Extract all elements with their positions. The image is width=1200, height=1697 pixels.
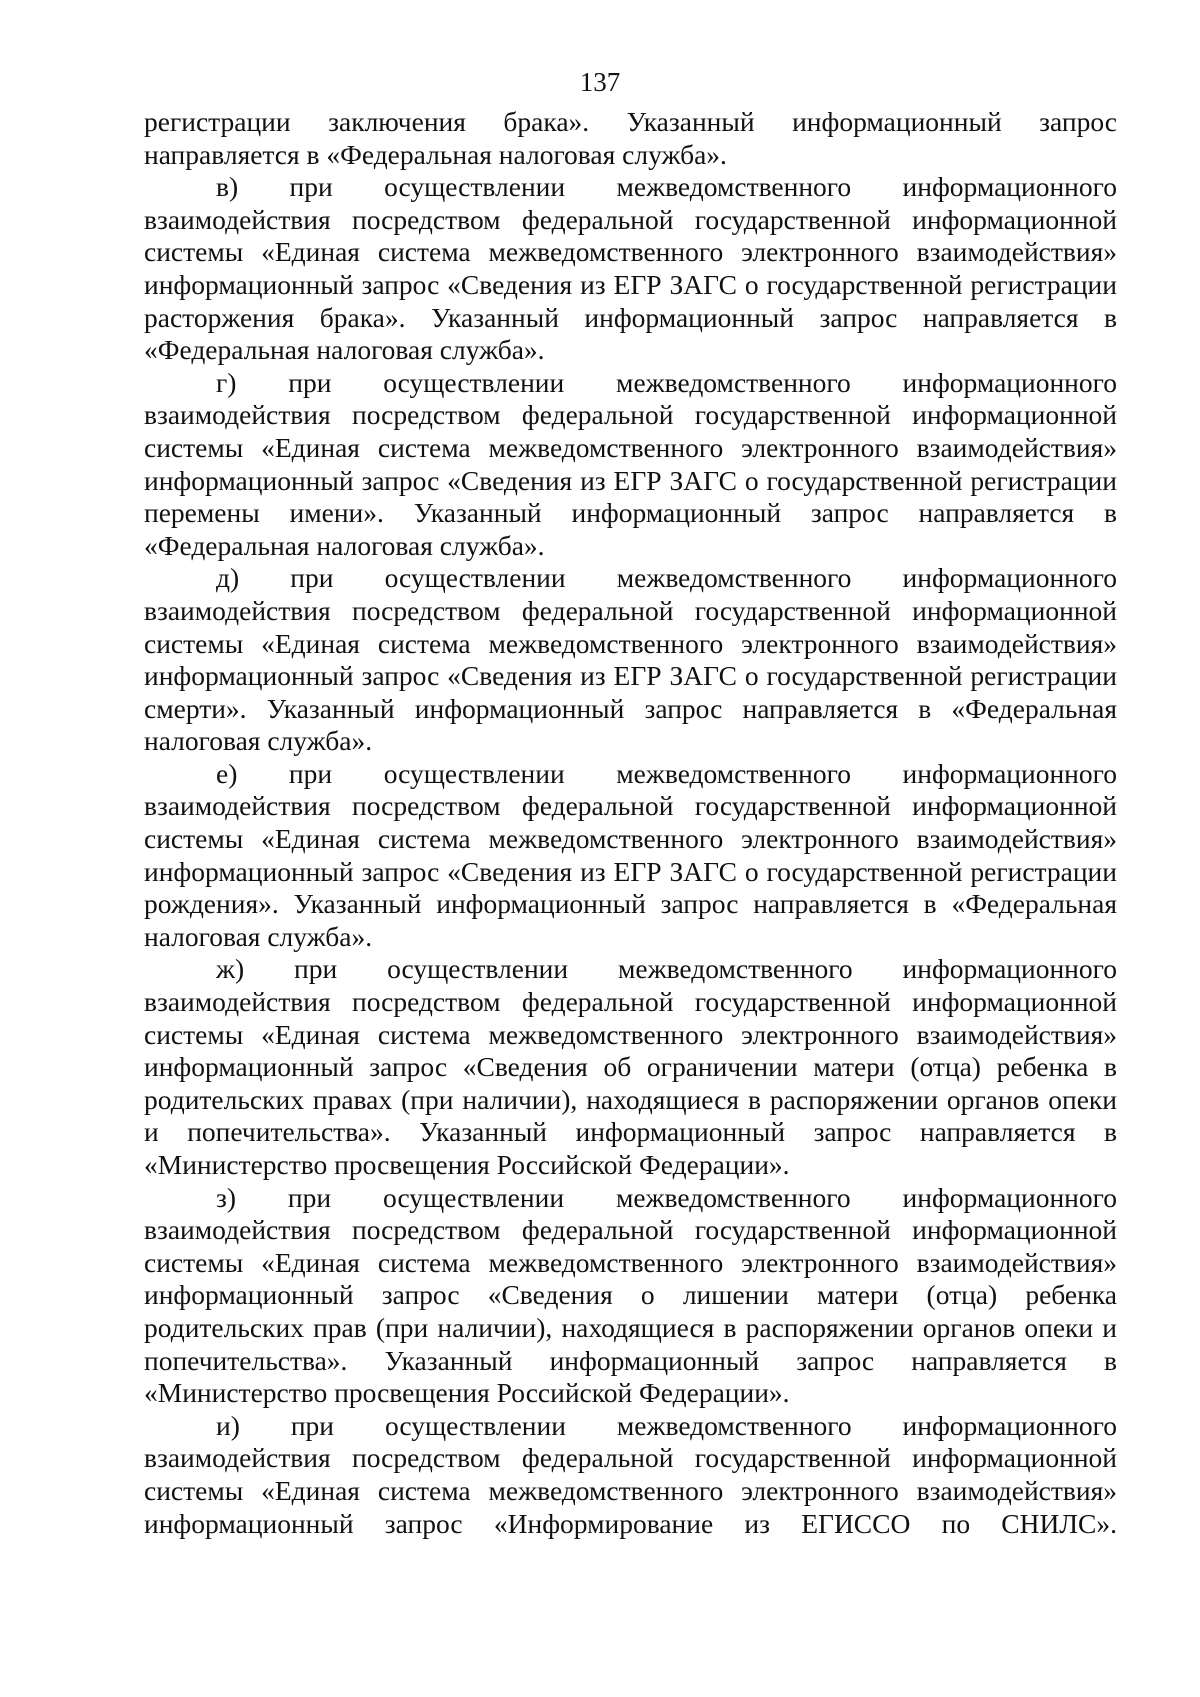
paragraph: з) при осуществлении межведомственного информационного взаимодействия посредством федеральной государственной информационной системы «Единая система межведомственного электронного взаимодействия» информационный запрос «Сведения о лишении матери (отца) ребенка родительских прав (при наличии), находящиеся в распоряжении органов опеки и попечительства». Указанный информационный запрос направляется в «Министерство просвещения Российской Федерации». [144,1181,1117,1409]
document-body [144,106,1117,1540]
paragraph: е) при осуществлении межведомственного информационного взаимодействия посредством федеральной государственной информационной системы «Единая система межведомственного электронного взаимодействия» информационный запрос «Сведения из ЕГР ЗАГС о государственной регистрации рождения». Указанный информационный запрос направляется в «Федеральная налоговая служба». [144,757,1117,952]
paragraph: и) при осуществлении межведомственного информационного взаимодействия посредством федеральной государственной информационной системы «Единая система межведомственного электронного взаимодействия» информационный запрос «Информирование из ЕГИССО по СНИЛС». [144,1409,1117,1539]
paragraph: ж) при осуществлении межведомственного информационного взаимодействия посредством федеральной государственной информационной системы «Единая система межведомственного электронного взаимодействия» информационный запрос «Сведения об ограничении матери (отца) ребенка в родительских правах (при наличии), находящиеся в распоряжении органов опеки и попечительства». Указанный информационный запрос направляется в «Министерство просвещения Российской Федерации». [144,953,1117,1180]
paragraph: регистрации заключения брака». Указанный информационный запрос направляется в «Федеральная налоговая служба». [144,106,1117,170]
paragraph: г) при осуществлении межведомственного информационного взаимодействия посредством федеральной государственной информационной системы «Единая система межведомственного электронного взаимодействия» информационный запрос «Сведения из ЕГР ЗАГС о государственной регистрации перемены имени». Указанный информационный запрос направляется в «Федеральная налоговая служба». [144,366,1117,561]
page-number: 137 [579,67,621,97]
paragraph: д) при осуществлении межведомственного информационного взаимодействия посредством федеральной государственной информационной системы «Единая система межведомственного электронного взаимодействия» информационный запрос «Сведения из ЕГР ЗАГС о государственной регистрации смерти». Указанный информационный запрос направляется в «Федеральная налоговая служба». [144,562,1117,757]
paragraph: в) при осуществлении межведомственного информационного взаимодействия посредством федеральной государственной информационной системы «Единая система межведомственного электронного взаимодействия» информационный запрос «Сведения из ЕГР ЗАГС о государственной регистрации расторжения брака». Указанный информационный запрос направляется в «Федеральная налоговая служба». [144,171,1117,366]
